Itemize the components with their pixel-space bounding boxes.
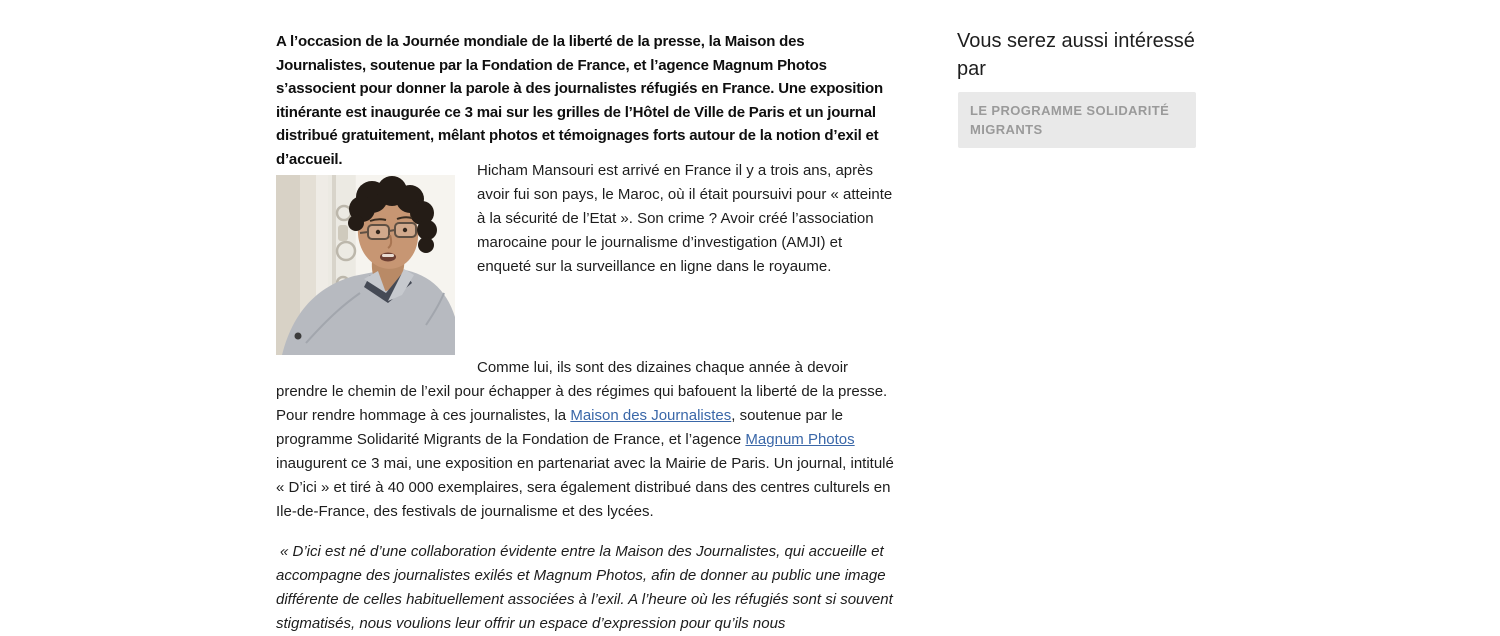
paragraph-comme-text-3: inaugurent ce 3 mai, une exposition en partenariat avec la Mairie de Paris. Un journal, intitulé « D’ici » et tiré à 40 000 exemplaires, sera également distribué dans des centres culturels en Ile-de-France, des festivals de journalisme et des lycées. — [276, 455, 894, 520]
paragraph-comme-text-1: Comme lui, ils sont des dizaines chaque année à devoir prendre le chemin de l’exil pour échapper à des régimes qui bafouent la liberté de la presse. Pour rendre hommage à ces journalistes, la — [276, 359, 888, 424]
portrait-photo — [276, 175, 455, 355]
paragraph-hicham: Hicham Mansouri est arrivé en France il y a trois ans, après avoir fui son pays, le Maroc, où il était poursuivi pour « atteinte à la sécurité de l’Etat ». Son crime ? Avoir créé l’association marocaine pour le journalisme d’investigation (AMJI) et enqueté sur la surveillance en ligne dans le royaume. — [477, 162, 893, 275]
intro-paragraph: A l’occasion de la Journée mondiale de la liberté de la presse, la Maison des Journalistes, soutenue par la Fondation de France, et l’agence Magnum Photos s’associent pour donner la parole à des journalistes réfugiés en France. Une exposition itinérante est inaugurée ce 3 mai sur les grilles de l’Hôtel de Ville de Paris et un journal distribué gratuitement, mêlant photos et témoignages forts autour de la notion d’exil et d’accueil. — [276, 33, 883, 168]
link-magnum-photos[interactable]: Magnum Photos — [745, 431, 855, 448]
sidebar-heading: Vous serez aussi intéressé par — [957, 30, 1195, 80]
paragraph-comme-text-2: , soutenue par le programme Solidarité Migrants de la Fondation de France, et l’agence — [276, 407, 843, 448]
related-link-programme-solidarite-migrants[interactable] — [958, 92, 1196, 148]
link-maison-des-journalistes[interactable]: Maison des Journalistes — [570, 407, 732, 424]
quote-paragraph: « D’ici est né d’une collaboration évidente entre la Maison des Journalistes, qui accueille et accompagne des journalistes exilés et Magnum Photos, afin de donner au public une image différente de celles habituellement associées à l’exil. A l’heure où les réfugiés sont si souvent stigmatisés, nous voulions leur offrir un espace d’expression pour qu’ils nous — [276, 543, 893, 632]
related-link-label: LE PROGRAMME SOLIDARITÉ MIGRANTS — [970, 103, 1170, 137]
portrait-photo-graphic — [276, 175, 455, 355]
paragraph-comme — [276, 356, 896, 524]
